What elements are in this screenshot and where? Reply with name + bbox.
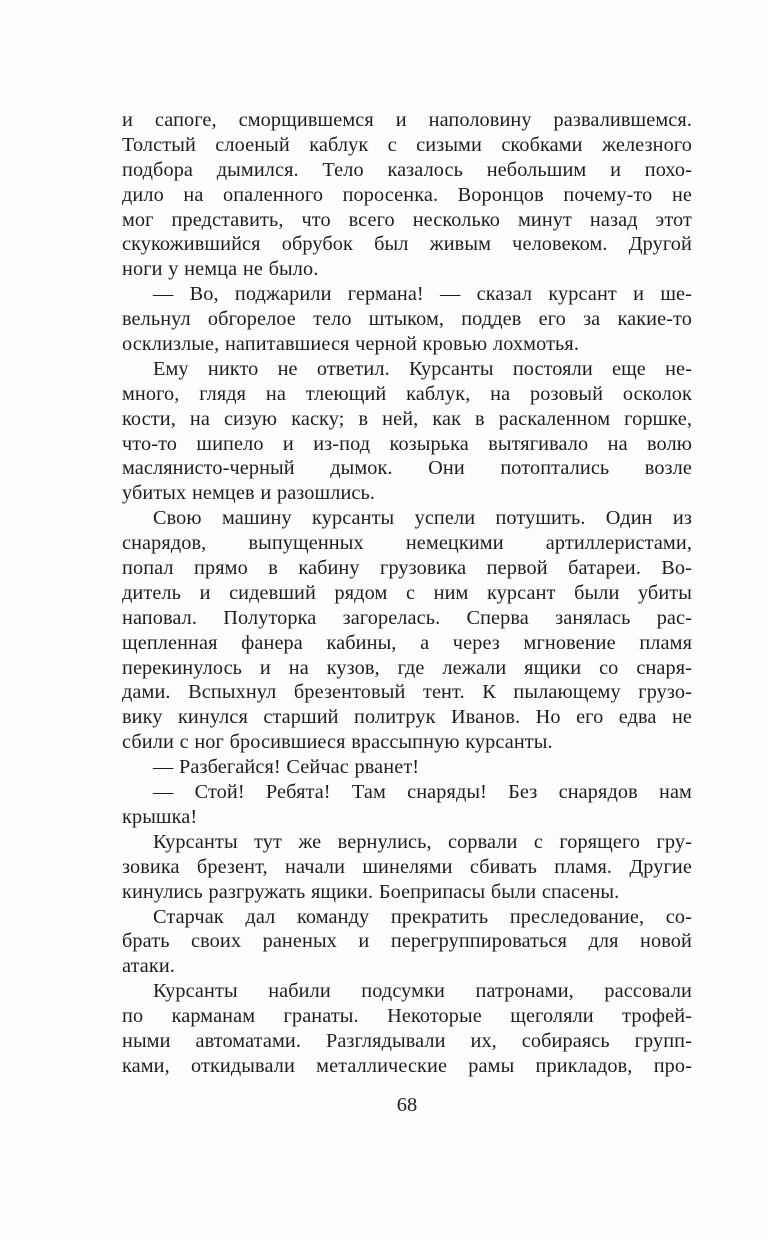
text-line: брать своих раненых и перегруппироваться для новой [122,930,692,953]
text-line: осклизлые, напитавшиеся черной кровью лохмотья. [122,333,579,356]
text-line: попал прямо в кабину грузовика первой батареи. Во- [122,557,692,580]
text-line: вельнул обгорелое тело штыком, поддев его за какие-то [122,308,692,331]
text-block [122,108,692,1079]
page-number: 68 [396,1094,418,1116]
text-line: снарядов, выпущенных немецкими артиллеристами, [122,532,692,555]
text-line: — Разбегайся! Сейчас рванет! [153,756,420,779]
text-line: много, глядя на тлеющий каблук, на розовый осколок [122,382,692,405]
text-line: Курсанты тут же вернулись, сорвали с горящего гру- [153,830,692,853]
text-line: крышка! [122,805,198,828]
text-line: дами. Вспыхнул брезентовый тент. К пылающему грузо- [122,681,692,704]
text-line: Свою машину курсанты успели потушить. Один из [153,507,692,530]
text-line: убитых немцев и разошлись. [122,482,376,505]
text-line: кости, на сизую каску; в ней, как в раскаленном горшке, [122,407,692,430]
text-line: Толстый слоеный каблук с сизыми скобками железного [122,133,692,156]
text-line: мог представить, что всего несколько минут назад этот [122,208,692,231]
text-line: — Стой! Ребята! Там снаряды! Без снарядов нам [153,781,692,804]
text-line: дитель и сидевший рядом с ним курсант были убиты [122,581,692,604]
text-line: скукожившийся обрубок был живым человеком. Другой [122,233,692,256]
text-line: атаки. [122,955,175,978]
text-line: вику кинулся старший политрук Иванов. Но его едва не [122,706,692,729]
text-line: ными автоматами. Разглядывали их, собираясь групп- [122,1029,692,1052]
text-line: ками, откидывали металлические рамы прикладов, про- [122,1054,692,1077]
text-line: и сапоге, сморщившемся и наполовину развалившемся. [122,109,692,131]
text-line: по карманам гранаты. Некоторые щеголяли трофей- [122,1005,692,1028]
text-line: наповал. Полуторка загорелась. Сперва занялась рас- [122,606,692,629]
text-line: — Во, поджарили германа! — сказал курсант и ше- [153,283,692,306]
text-line: ноги у немца не было. [122,258,319,281]
text-line: что-то шипело и из-под козырька вытягивало на волю [122,432,692,455]
text-line: Старчак дал команду прекратить преследование, со- [153,905,692,928]
text-line: Ему никто не ответил. Курсанты постояли еще не- [153,357,692,380]
text-line: щепленная фанера кабины, а через мгновение пламя [122,631,692,654]
text-line: зовика брезент, начали шинелями сбивать пламя. Другие [122,855,692,878]
text-line: перекинулось и на кузов, где лежали ящики со снаря- [122,656,692,679]
text-line: дило на опаленного поросенка. Воронцов почему-то не [122,183,692,206]
text-line: сбили с ног бросившиеся врассыпную курсанты. [122,731,553,754]
text-line: подбора дымился. Тело казалось небольшим и похо- [122,158,692,181]
text-line: кинулись разгружать ящики. Боеприпасы были спасены. [122,880,620,903]
text-line: Курсанты набили подсумки патронами, рассовали [153,980,692,1003]
text-line: маслянисто-черный дымок. Они потоптались возле [122,457,692,480]
